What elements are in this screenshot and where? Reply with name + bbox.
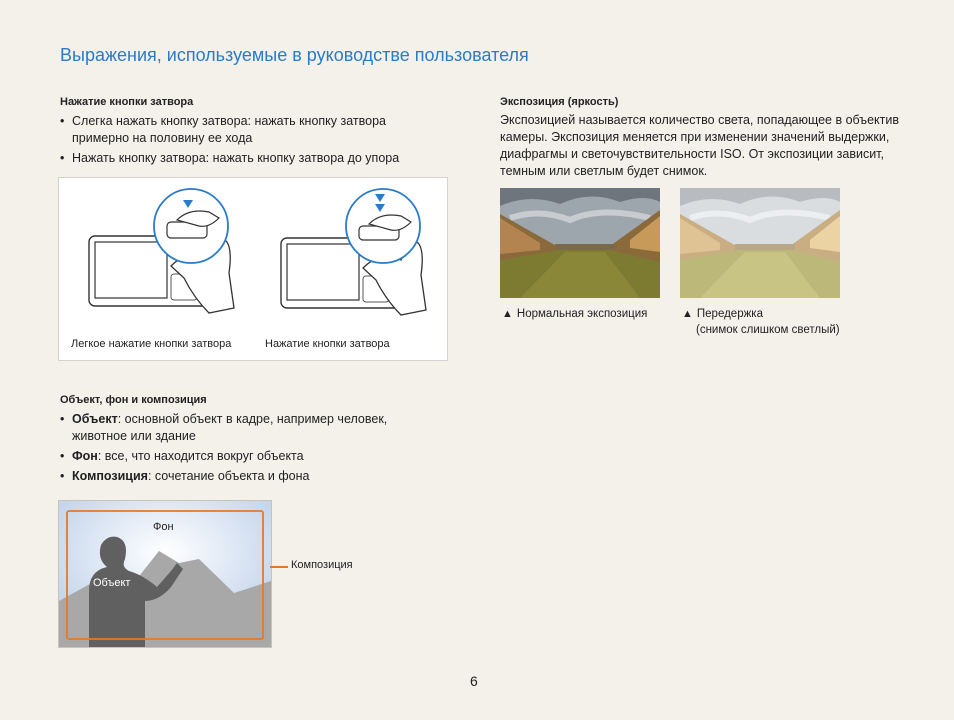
term-composition: Композиция xyxy=(72,469,148,483)
camera-half-press xyxy=(89,189,234,313)
caption-full-press: Нажатие кнопки затвора xyxy=(265,338,390,350)
page-title: Выражения, используемые в руководстве пользователя xyxy=(60,45,529,65)
label-subject: Объект xyxy=(93,577,131,589)
label-composition: Композиция xyxy=(291,559,353,571)
label-background: Фон xyxy=(153,521,174,533)
shutter-bullet-half: • Слегка нажать кнопку затвора: нажать кнопку затвора примерно на половину ее хода xyxy=(60,113,430,147)
definition-object: : основной объект в кадре, например человек, животное или здание xyxy=(72,412,388,443)
triangle-up-icon: ▲ xyxy=(502,308,513,320)
subject-bullet-background xyxy=(60,448,420,465)
shutter-bullet-full: • Нажать кнопку затвора: нажать кнопку затвора до упора xyxy=(60,150,430,167)
shutter-illustration xyxy=(59,178,447,360)
caption-normal-text: Нормальная экспозиция xyxy=(516,308,648,320)
page-number: 6 xyxy=(470,673,478,689)
term-object: Объект xyxy=(72,412,118,426)
definition-composition: : сочетание объекта и фона xyxy=(147,469,310,483)
subject-bullet-composition xyxy=(60,468,420,485)
caption-over-line1: Передержка xyxy=(696,308,763,320)
subject-heading: Объект, фон и композиция xyxy=(60,394,207,406)
subject-bullet-object xyxy=(60,411,420,445)
camera-full-press xyxy=(281,189,426,315)
exposure-heading: Экспозиция (яркость) xyxy=(500,96,619,108)
exposure-description: Экспозицией называется количество света, попадающее в объектив камеры. Экспозиция меняется при изменении значений выдержки, диафрагмы и светочувствительности ISO. От экспозиции зависит, темным или светлым будет снимок. xyxy=(500,113,899,178)
composition-illustration xyxy=(58,500,272,648)
triangle-up-icon: ▲ xyxy=(682,308,693,320)
definition-background: : все, что находится вокруг объекта xyxy=(97,449,304,463)
shutter-heading: Нажатие кнопки затвора xyxy=(60,96,194,108)
caption-normal-exposure xyxy=(502,306,647,322)
shutter-illustration-box xyxy=(58,177,448,361)
caption-half-press: Легкое нажатие кнопки затвора xyxy=(71,338,232,350)
caption-overexposed xyxy=(682,306,840,338)
photo-normal-exposure xyxy=(500,188,660,298)
composition-leader-line xyxy=(270,566,288,568)
caption-over-line2: (снимок слишком светлый) xyxy=(696,324,840,336)
photo-overexposed xyxy=(680,188,840,298)
subject-bullets xyxy=(60,411,420,488)
shutter-bullets xyxy=(60,113,430,170)
term-background: Фон xyxy=(72,449,98,463)
